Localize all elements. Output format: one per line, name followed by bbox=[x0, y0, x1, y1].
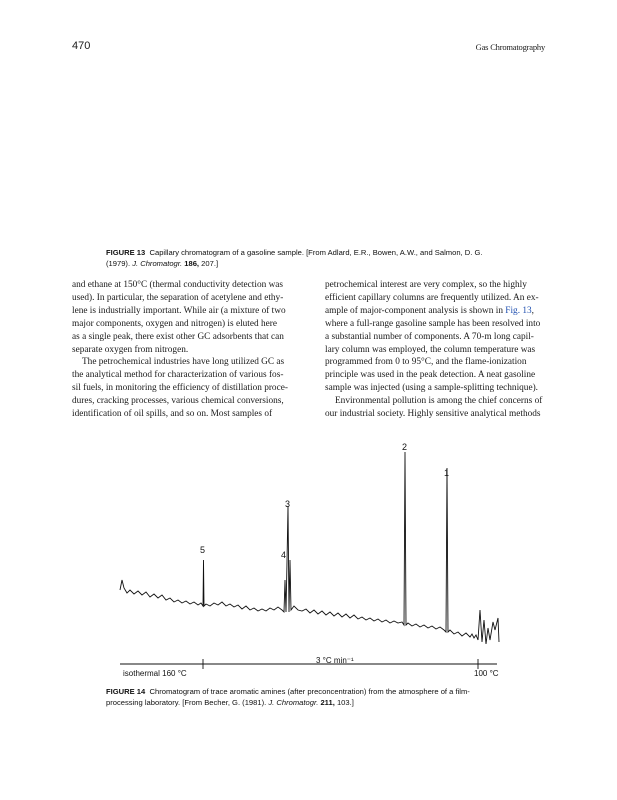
axis-label-isothermal: isothermal 160 °C bbox=[123, 669, 187, 678]
left-line: dures, cracking processes, various chemical conversions, bbox=[72, 396, 284, 407]
left-line: separate oxygen from nitrogen. bbox=[72, 344, 189, 355]
figure14-journal: J. Chromatogr. bbox=[268, 698, 319, 707]
right-line: petrochemical interest are very complex, so the highly bbox=[325, 280, 527, 290]
right-line: our industrial society. Highly sensitive analytical methods bbox=[325, 409, 541, 420]
figure14-label: FIGURE 14 bbox=[106, 687, 146, 696]
peak-label: 2 bbox=[402, 442, 408, 452]
figure13-volume: 186, bbox=[184, 259, 200, 268]
body-right-column bbox=[325, 279, 557, 421]
left-line: lene is industrially important. While air (a mixture of two bbox=[72, 305, 286, 316]
figure14-caption-text: Chromatogram of trace aromatic amines (after preconcentration) from the atmosphere of a film- bbox=[149, 687, 470, 696]
figure13-label: FIGURE 13 bbox=[106, 248, 146, 257]
peak-label: 3 bbox=[285, 499, 291, 509]
axis-label-rate: 3 °C min⁻¹ bbox=[316, 656, 354, 665]
right-line: a substantial number of components. A 70-m long capil- bbox=[325, 331, 534, 342]
right-line-text: ample of major-component analysis is shown in bbox=[325, 305, 506, 316]
right-line: where a full-range gasoline sample has been resolved into bbox=[325, 318, 541, 329]
figure14-caption bbox=[106, 686, 526, 708]
right-line bbox=[325, 305, 557, 318]
figure14-caption-text2: processing laboratory. [From Becher, G. (1981). bbox=[106, 698, 267, 707]
right-line: efficient capillary columns are frequently utilized. An ex- bbox=[325, 292, 539, 303]
running-title: Gas Chromatography bbox=[475, 42, 545, 52]
figure14-chromatogram bbox=[0, 430, 617, 685]
figure13-year: (1979). bbox=[106, 259, 131, 268]
right-line: lary column was employed, the column temperature was bbox=[325, 344, 536, 355]
axis-label-end: 100 °C bbox=[474, 669, 499, 678]
right-line-punct: , bbox=[531, 305, 534, 316]
left-line: as a single peak, there exist other GC adsorbents that can bbox=[72, 331, 284, 342]
left-line: major components, oxygen and nitrogen) is eluted here bbox=[72, 318, 277, 329]
figure13-caption-text: Capillary chromatogram of a gasoline sample. [From Adlard, E.R., Bowen, A.W., and Salmon, D. G. bbox=[149, 248, 483, 257]
left-line: identification of oil spills, and so on. Most samples of bbox=[72, 409, 273, 420]
figure13-pages: 207.] bbox=[201, 259, 219, 268]
peak-label: 4 bbox=[281, 550, 287, 560]
chromatogram-trace bbox=[120, 452, 499, 644]
body-left-column bbox=[72, 279, 304, 421]
left-line: The petrochemical industries have long utilized GC as bbox=[82, 357, 285, 368]
figure13-journal: J. Chromatogr. bbox=[132, 259, 183, 268]
fig13-link[interactable]: Fig. 13 bbox=[505, 305, 532, 316]
right-line: sample was injected (using a sample-splitting technique). bbox=[325, 383, 538, 394]
page-number: 470 bbox=[72, 40, 91, 52]
peak-label: 1 bbox=[444, 468, 450, 478]
peak-label: 5 bbox=[200, 545, 206, 555]
left-line: used). In particular, the separation of acetylene and ethy- bbox=[72, 292, 284, 303]
left-line: the analytical method for characterization of various fos- bbox=[72, 370, 284, 381]
right-line: principle was used in the peak detection. A neat gasoline bbox=[325, 370, 536, 381]
figure14-pages: 103.] bbox=[336, 698, 354, 707]
figure14-volume: 211, bbox=[320, 698, 335, 707]
left-line: and ethane at 150°C (thermal conductivity detection was bbox=[72, 280, 284, 290]
right-line: Environmental pollution is among the chief concerns of bbox=[335, 396, 543, 407]
right-line: programmed from 0 to 95°C, and the flame-ionization bbox=[325, 357, 527, 368]
left-line: sil fuels, in monitoring the efficiency of distillation proce- bbox=[72, 383, 288, 394]
figure13-caption bbox=[106, 247, 546, 269]
